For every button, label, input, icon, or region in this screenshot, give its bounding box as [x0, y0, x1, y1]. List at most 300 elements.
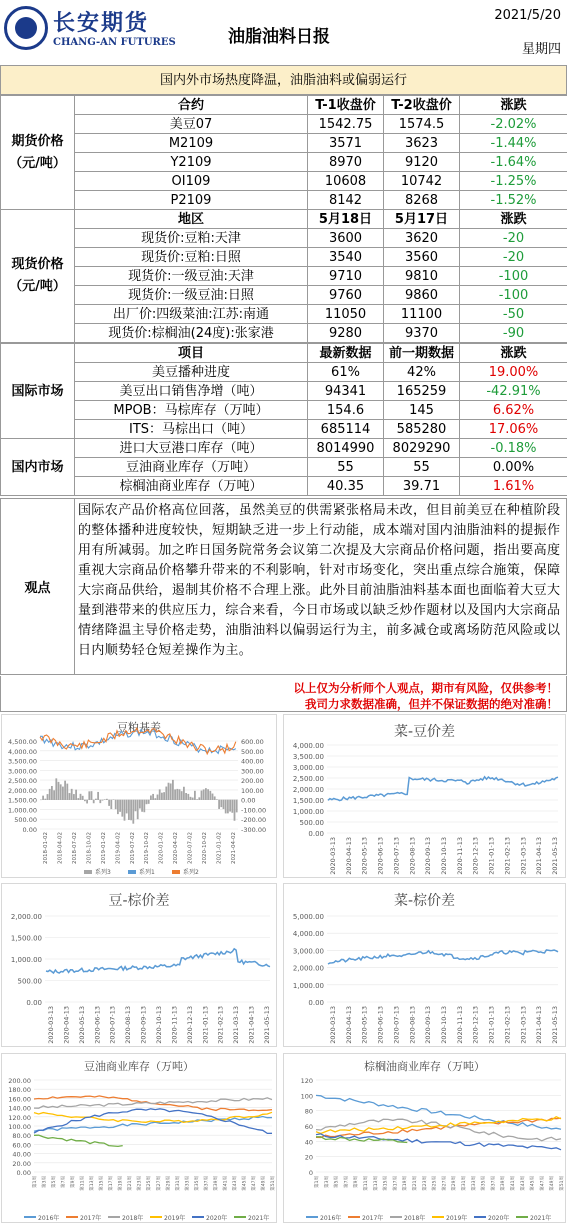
tick-label: 2020-08-13 [408, 837, 417, 875]
cell: -100 [460, 286, 567, 305]
tick-label: 140.00 [8, 1104, 31, 1113]
table-row [1, 153, 567, 172]
bar-mark [165, 787, 167, 800]
cell: 3600 [308, 229, 384, 248]
tick-label: 第7周 [61, 1176, 67, 1188]
tick-label: 100 [300, 1092, 313, 1101]
cell: 现货价:一级豆油:天津 [75, 267, 308, 286]
col-header: T-2收盘价 [384, 96, 460, 115]
tick-label: 2018-04-02 [57, 832, 64, 864]
cell: 61% [308, 363, 384, 382]
disclaimer [0, 676, 567, 712]
chart-soy-palm-spread [1, 883, 277, 1047]
cell: 55 [384, 458, 460, 477]
series-line [34, 1098, 272, 1108]
tick-label: 第35周 [194, 1176, 200, 1191]
tick-label: 2020-01-02 [158, 832, 165, 864]
cell: 3540 [308, 248, 384, 267]
tick-label: 400.00 [241, 757, 264, 766]
tick-label: 第51周 [271, 1176, 276, 1191]
tick-label: 2020-03-13 [47, 1006, 55, 1044]
tick-label: 1,000.00 [10, 956, 42, 964]
cell: 3571 [308, 134, 384, 153]
tick-label: 2,000.00 [8, 786, 37, 795]
tick-label: 4,000.00 [8, 747, 37, 756]
intl-table [0, 343, 567, 439]
bar-mark [170, 783, 172, 800]
tick-label: 第29周 [166, 1176, 172, 1191]
col-header: 前一期数据 [384, 344, 460, 363]
bar-mark [203, 789, 205, 800]
tick-label: 2021-01-13 [201, 1006, 210, 1044]
cell: -42.91% [460, 382, 567, 401]
cell: 19.00% [460, 363, 567, 382]
tick-label: 2018-07-02 [71, 832, 78, 864]
tick-label: 2,000.00 [292, 786, 324, 794]
tick-label: 2021-04-13 [535, 837, 544, 875]
tick-label: 第49周 [261, 1176, 267, 1191]
tick-label: 2018-10-02 [86, 832, 93, 864]
bar-mark [106, 799, 108, 800]
tick-label: 500.00 [241, 747, 264, 756]
tick-label: 2020-03-13 [329, 1006, 337, 1044]
chart-title: 豆粕基差 [117, 721, 161, 734]
chart-soyoil-inventory [1, 1053, 277, 1223]
col-header: 涨跌 [460, 210, 567, 229]
bar-mark [196, 799, 198, 800]
tick-label: 第41周 [511, 1176, 516, 1191]
tick-label: 2021-05-13 [551, 837, 559, 875]
tick-label: 300.00 [241, 767, 264, 776]
tick-label: 第3周 [42, 1176, 48, 1188]
cell: 豆油商业库存（万吨） [75, 458, 308, 477]
cell: 现货价:豆粕:日照 [75, 248, 308, 267]
cell: 8029290 [384, 439, 460, 458]
tick-label: 2020-10-13 [440, 1006, 448, 1044]
bar-mark [73, 794, 75, 800]
bar-mark [110, 800, 112, 809]
tick-label: 第11周 [80, 1176, 86, 1191]
tick-label: 0.00 [241, 796, 256, 805]
bar-mark [176, 789, 178, 800]
tick-label: 1,000.00 [292, 808, 324, 816]
tick-label: 2020-12-13 [185, 1006, 194, 1044]
tick-label: 2020-05-13 [360, 837, 369, 875]
tick-label: -100.00 [241, 806, 267, 815]
chart-rapeseed-palm-spread [283, 883, 566, 1047]
tick-label: 第45周 [242, 1176, 248, 1191]
tick-label: 4,000.00 [292, 930, 324, 939]
bar-mark [141, 800, 143, 812]
tick-label: 2020-05-13 [360, 1006, 369, 1044]
report-subtitle: 国内外市场热度降温，油脂油料或偏弱运行 [0, 65, 567, 95]
tick-label: 20 [304, 1153, 313, 1162]
table-row [1, 210, 567, 229]
tick-label: 第37周 [204, 1176, 210, 1191]
table-row [1, 477, 567, 496]
legend-swatch [172, 870, 180, 874]
tick-label: 120.00 [8, 1113, 31, 1122]
tick-label: -300.00 [241, 826, 267, 834]
tick-label: 2021-01-13 [487, 1006, 496, 1044]
tick-label: 2021-02-13 [216, 1006, 225, 1044]
futures-table [0, 95, 567, 210]
bar-mark [77, 798, 79, 800]
table-row [1, 191, 567, 210]
series-line [46, 949, 270, 973]
tick-label: 第25周 [432, 1176, 438, 1191]
bar-mark [93, 800, 95, 804]
tick-label: 第47周 [540, 1176, 546, 1191]
cell: 8970 [308, 153, 384, 172]
tick-label: 系列1 [139, 869, 155, 876]
cell: -2.02% [460, 115, 567, 134]
cell: MPOB：马棕库存（万吨） [75, 401, 308, 420]
series-line [328, 950, 558, 964]
report-weekday: 星期四 [521, 42, 561, 57]
view-label: 观点 [1, 499, 75, 674]
bar-mark [152, 794, 154, 800]
tick-label: 第7周 [344, 1176, 350, 1188]
chart-rapeseed-soy-spread [283, 714, 566, 878]
col-header: T-1收盘价 [308, 96, 384, 115]
bar-mark [135, 800, 137, 812]
tick-label: 2020-06-13 [376, 837, 385, 875]
series-line [316, 1119, 561, 1141]
bar-mark [64, 781, 66, 800]
tick-label: 4,500.00 [8, 738, 37, 746]
bar-mark [53, 790, 55, 800]
tick-label: 1,500.00 [292, 797, 324, 805]
chart-svg [2, 884, 278, 1048]
chart-svg [284, 1054, 567, 1224]
tick-label: 第47周 [251, 1176, 257, 1191]
tick-label: 第43周 [232, 1176, 238, 1191]
cell: 0.00% [460, 458, 567, 477]
cell: -90 [460, 324, 567, 343]
cell: 棕榈油商业库存（万吨） [75, 477, 308, 496]
tick-label: 第27周 [442, 1176, 448, 1191]
col-header: 涨跌 [460, 96, 567, 115]
legend-swatch [84, 870, 92, 874]
tick-label: 2018年 [122, 1215, 144, 1222]
report-date: 2021/5/20 [494, 8, 561, 23]
tick-label: 0.00 [22, 826, 37, 834]
cell: -20 [460, 229, 567, 248]
chart-title: 豆-棕价差 [108, 893, 170, 909]
tick-label: 200.00 [241, 777, 264, 786]
tick-label: 2020-11-13 [455, 837, 464, 875]
tick-label: 4,000.00 [292, 742, 324, 750]
table-row [1, 324, 567, 343]
bar-mark [69, 793, 71, 800]
bar-mark [139, 800, 141, 809]
table-row [1, 286, 567, 305]
tick-label: 60 [304, 1123, 313, 1131]
tick-label: 第21周 [128, 1176, 134, 1191]
tick-label: 0.00 [308, 999, 324, 1007]
cell: 1574.5 [384, 115, 460, 134]
spot-section-label: 现货价格（元/吨） [1, 210, 75, 343]
tick-label: 2020-07-02 [187, 832, 194, 864]
tick-label: 600.00 [241, 738, 264, 746]
cell: -1.52% [460, 191, 567, 210]
cell: 3623 [384, 134, 460, 153]
bar-mark [143, 800, 145, 813]
bar-mark [157, 795, 159, 800]
tick-label: 第39周 [501, 1176, 507, 1191]
tick-label: 2019-10-02 [144, 832, 151, 864]
tick-label: 2020-09-13 [424, 837, 433, 875]
bar-mark [97, 792, 99, 800]
cell: 40.35 [308, 477, 384, 496]
company-logo-icon [4, 6, 48, 50]
tick-label: 第49周 [550, 1176, 556, 1191]
tick-label: 2020-10-13 [440, 837, 448, 875]
table-row [1, 267, 567, 286]
tick-label: 系列3 [95, 869, 111, 876]
tick-label: 40 [304, 1138, 313, 1147]
cell: 9120 [384, 153, 460, 172]
bar-mark [223, 800, 225, 809]
tick-label: 2018-01-02 [43, 832, 49, 864]
tick-label: 2016年 [38, 1215, 60, 1222]
tick-label: 第1周 [315, 1176, 320, 1188]
bar-mark [115, 800, 117, 809]
tick-label: 2020-09-13 [424, 1006, 433, 1044]
table-row [1, 401, 567, 420]
tick-label: 2020-10-13 [155, 1006, 163, 1044]
bar-mark [146, 800, 148, 805]
bar-mark [159, 789, 161, 800]
tick-label: 2020-10-02 [202, 832, 209, 864]
tick-label: 第31周 [175, 1176, 181, 1191]
bar-mark [231, 800, 233, 813]
bar-mark [66, 784, 68, 800]
cell: 3560 [384, 248, 460, 267]
tick-label: 2,000.00 [292, 964, 324, 973]
bar-mark [137, 800, 139, 820]
table-row [1, 134, 567, 153]
tick-label: 0 [308, 1169, 313, 1177]
chart-svg [2, 1054, 278, 1224]
view-text: 国际农产品价格高位回落，虽然美豆的供需紧张格局未改，但目前美豆在种植阶段的整体播种进度较快，短期缺乏进一步上行动能，成本端对国内油脂油料的提振作用有所减弱。加之昨日国务院常务会议第二次提及大宗商品价格问题，指出要高度重视大宗商品价格攀升带来的不利影响，针对市场变化，突出重点综合施策，保障大宗商品供给，遏制其价格不合理上涨。此外目前油脂油料基本面也面临着大豆大量到港带来的供应压力，综合来看，今日市场或以缺乏炒作题材以及国内大宗商品情绪降温主导价格走势，油脂油料以偏弱运行为主，前多减仓或离场防范风险或以日内顺势轻仓短差操作为主。 [78, 503, 561, 658]
tick-label: 2020-12-13 [471, 1006, 480, 1044]
col-header: 最新数据 [308, 344, 384, 363]
bar-mark [113, 799, 115, 800]
tick-label: 3,500.00 [8, 757, 37, 766]
tick-label: 第33周 [471, 1176, 477, 1191]
bar-mark [190, 797, 192, 800]
tick-label: 2020-07-13 [392, 1006, 401, 1044]
cell: Y2109 [75, 153, 308, 172]
bar-mark [163, 792, 165, 800]
cell: 美豆播种进度 [75, 363, 308, 382]
tick-label: 3,000.00 [292, 764, 324, 772]
cell: 154.6 [308, 401, 384, 420]
tick-label: 2017年 [80, 1215, 102, 1222]
bar-mark [150, 795, 152, 799]
spot-table [0, 209, 567, 343]
bar-mark [174, 789, 176, 800]
tick-label: 第33周 [185, 1176, 191, 1191]
cell: 现货价:棕榈油(24度):张家港 [75, 324, 308, 343]
cell: 11100 [384, 305, 460, 324]
cell: 10608 [308, 172, 384, 191]
cell: 585280 [384, 420, 460, 439]
table-row [1, 439, 567, 458]
tick-label: 第9周 [71, 1176, 77, 1188]
tick-label: 第9周 [354, 1176, 360, 1188]
tick-label: 第15周 [99, 1176, 105, 1191]
tick-label: 180.00 [8, 1086, 31, 1095]
cell: 1542.75 [308, 115, 384, 134]
tick-label: 2020-05-13 [77, 1006, 86, 1044]
cell: M2109 [75, 134, 308, 153]
tick-label: 2019年 [164, 1215, 186, 1222]
tick-label: 3,000.00 [8, 767, 37, 776]
bar-mark [216, 799, 218, 800]
tick-label: 2021-02-13 [503, 1006, 512, 1044]
brand-name-en: CHANG-AN FUTURES [53, 37, 176, 48]
tick-label: 2019年 [446, 1215, 468, 1222]
tick-label: 1,500.00 [8, 796, 37, 805]
tick-label: 2018年 [404, 1215, 426, 1222]
chart-svg [284, 884, 567, 1048]
cell: 进口大豆港口库存（吨） [75, 439, 308, 458]
bar-mark [187, 794, 189, 800]
tick-label: 2021-04-13 [247, 1006, 256, 1044]
cell: 8014990 [308, 439, 384, 458]
bar-mark [198, 797, 200, 800]
tick-label: 2020-08-13 [408, 1006, 417, 1044]
bar-mark [95, 799, 97, 800]
tick-label: 2020-04-02 [173, 832, 180, 864]
tick-label: 第37周 [491, 1176, 497, 1191]
bar-mark [181, 791, 183, 800]
bar-mark [179, 789, 181, 800]
col-header: 地区 [75, 210, 308, 229]
bar-mark [47, 794, 49, 800]
tick-label: 2021年 [530, 1215, 552, 1222]
series-line [316, 1117, 561, 1134]
bar-mark [236, 800, 238, 813]
tick-label: 2021-05-13 [263, 1006, 271, 1044]
cell: -50 [460, 305, 567, 324]
bar-mark [172, 780, 174, 800]
tick-label: 第35周 [481, 1176, 487, 1191]
table-row [1, 229, 567, 248]
chart-svg [2, 715, 278, 879]
bar-mark [209, 791, 211, 800]
tick-label: -200.00 [241, 816, 267, 825]
chart-palmoil-inventory [283, 1053, 566, 1223]
bar-mark [80, 794, 82, 800]
bar-mark [71, 789, 73, 800]
cell: 8268 [384, 191, 460, 210]
tick-label: 120 [300, 1077, 313, 1085]
cell: -1.64% [460, 153, 567, 172]
tick-label: 2016年 [320, 1215, 342, 1222]
table-row [1, 458, 567, 477]
bar-mark [225, 800, 227, 814]
cell: -0.18% [460, 439, 567, 458]
tick-label: 500.00 [299, 819, 324, 827]
bar-mark [91, 791, 93, 800]
bar-mark [192, 798, 194, 800]
chart-title: 棕榈油商业库存（万吨） [364, 1060, 485, 1073]
cell: -20 [460, 248, 567, 267]
tick-label: 第41周 [223, 1176, 229, 1191]
bar-mark [128, 800, 130, 820]
cell: 94341 [308, 382, 384, 401]
table-row [1, 172, 567, 191]
tick-label: 2020年 [206, 1215, 228, 1222]
tick-label: 2021-03-13 [519, 837, 528, 875]
cell: 39.71 [384, 477, 460, 496]
cell: 出厂价:四级菜油:江苏:南通 [75, 305, 308, 324]
tick-label: 0.00 [16, 1169, 31, 1177]
cell: 现货价:豆粕:天津 [75, 229, 308, 248]
table-row [1, 96, 567, 115]
bar-mark [183, 787, 185, 800]
bar-mark [82, 796, 84, 800]
tick-label: 2020年 [488, 1215, 510, 1222]
tick-label: 2020-11-13 [455, 1006, 464, 1044]
domestic-section-label: 国内市场 [1, 439, 75, 496]
tick-label: 第39周 [213, 1176, 219, 1191]
bar-mark [104, 799, 106, 800]
futures-section-label: 期货价格（元/吨） [1, 96, 75, 210]
bar-mark [229, 800, 231, 812]
bar-mark [220, 800, 222, 807]
bar-mark [121, 800, 123, 817]
cell: 9710 [308, 267, 384, 286]
tick-label: 第43周 [520, 1176, 526, 1191]
tick-label: 1,000.00 [8, 806, 37, 815]
bar-mark [124, 800, 126, 821]
disclaimer-line-2: 我司力求数据准确，但并不保证数据的绝对准确！ [305, 697, 558, 711]
tick-label: 1,000.00 [292, 981, 324, 990]
tick-label: 3,000.00 [292, 947, 324, 956]
bar-mark [227, 800, 229, 814]
bar-mark [194, 791, 196, 800]
tick-label: 2020-11-13 [170, 1006, 179, 1044]
tick-label: 40.00 [12, 1150, 31, 1159]
bar-mark [117, 800, 119, 814]
tick-label: 0.00 [26, 999, 42, 1007]
bar-mark [51, 786, 53, 800]
tick-label: 100.00 [241, 786, 264, 795]
tick-label: 第5周 [52, 1176, 58, 1188]
tick-label: 2021-01-02 [216, 832, 223, 864]
cell: 17.06% [460, 420, 567, 439]
tick-label: 第31周 [462, 1176, 467, 1191]
chart-soymeal-basis [1, 714, 277, 878]
tick-label: 3,500.00 [292, 753, 324, 761]
cell: 3620 [384, 229, 460, 248]
bar-mark [99, 800, 101, 803]
report-header [0, 0, 567, 64]
cell: 9280 [308, 324, 384, 343]
cell: 10742 [384, 172, 460, 191]
bar-mark [126, 800, 128, 814]
tick-label: 第23周 [137, 1176, 143, 1191]
tick-label: 第19周 [118, 1176, 124, 1191]
bar-mark [102, 800, 104, 801]
cell: -1.44% [460, 134, 567, 153]
tick-label: 2020-09-13 [139, 1006, 148, 1044]
